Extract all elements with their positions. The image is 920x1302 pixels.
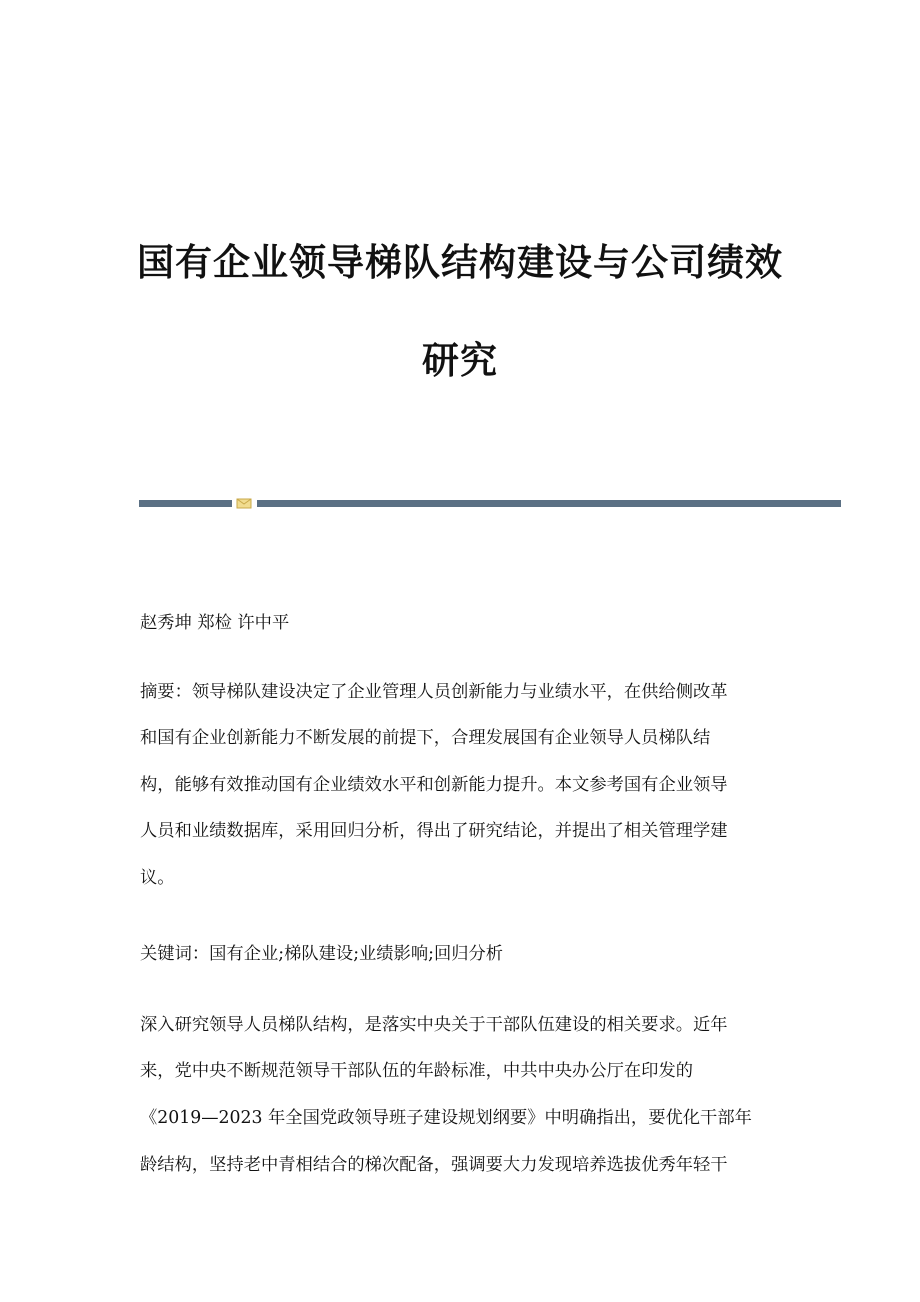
title-line-2: 研究 bbox=[422, 339, 498, 382]
divider-right-bar bbox=[257, 500, 841, 507]
title-line-1: 国有企业领导梯队结构建设与公司绩效 bbox=[137, 241, 783, 284]
abstract-line: 和国有企业创新能力不断发展的前提下，合理发展国有企业领导人员梯队结 bbox=[140, 728, 711, 748]
abstract-line: 摘要：领导梯队建设决定了企业管理人员创新能力与业绩水平，在供给侧改革 bbox=[140, 682, 728, 702]
body-line: 深入研究领导人员梯队结构，是落实中央关于干部队伍建设的相关要求。近年 bbox=[140, 1015, 728, 1035]
abstract-line: 议。 bbox=[140, 868, 175, 888]
envelope-ornament-icon bbox=[236, 496, 252, 510]
abstract-line: 人员和业绩数据库，采用回归分析，得出了研究结论，并提出了相关管理学建 bbox=[140, 821, 728, 841]
authors: 赵秀坤 郑检 许中平 bbox=[140, 613, 290, 633]
body-line: 《2019—2023 年全国党政领导班子建设规划纲要》中明确指出，要优化干部年 bbox=[140, 1108, 752, 1128]
body-line: 龄结构，坚持老中青相结合的梯次配备，强调要大力发现培养选拔优秀年轻干 bbox=[140, 1155, 728, 1175]
abstract-line: 构，能够有效推动国有企业绩效水平和创新能力提升。本文参考国有企业领导 bbox=[140, 775, 728, 795]
body-line: 来，党中央不断规范领导干部队伍的年龄标准，中共中央办公厅在印发的 bbox=[140, 1061, 694, 1081]
keywords: 关键词：国有企业;梯队建设;业绩影响;回归分析 bbox=[140, 944, 504, 964]
divider-left-bar bbox=[139, 500, 232, 507]
